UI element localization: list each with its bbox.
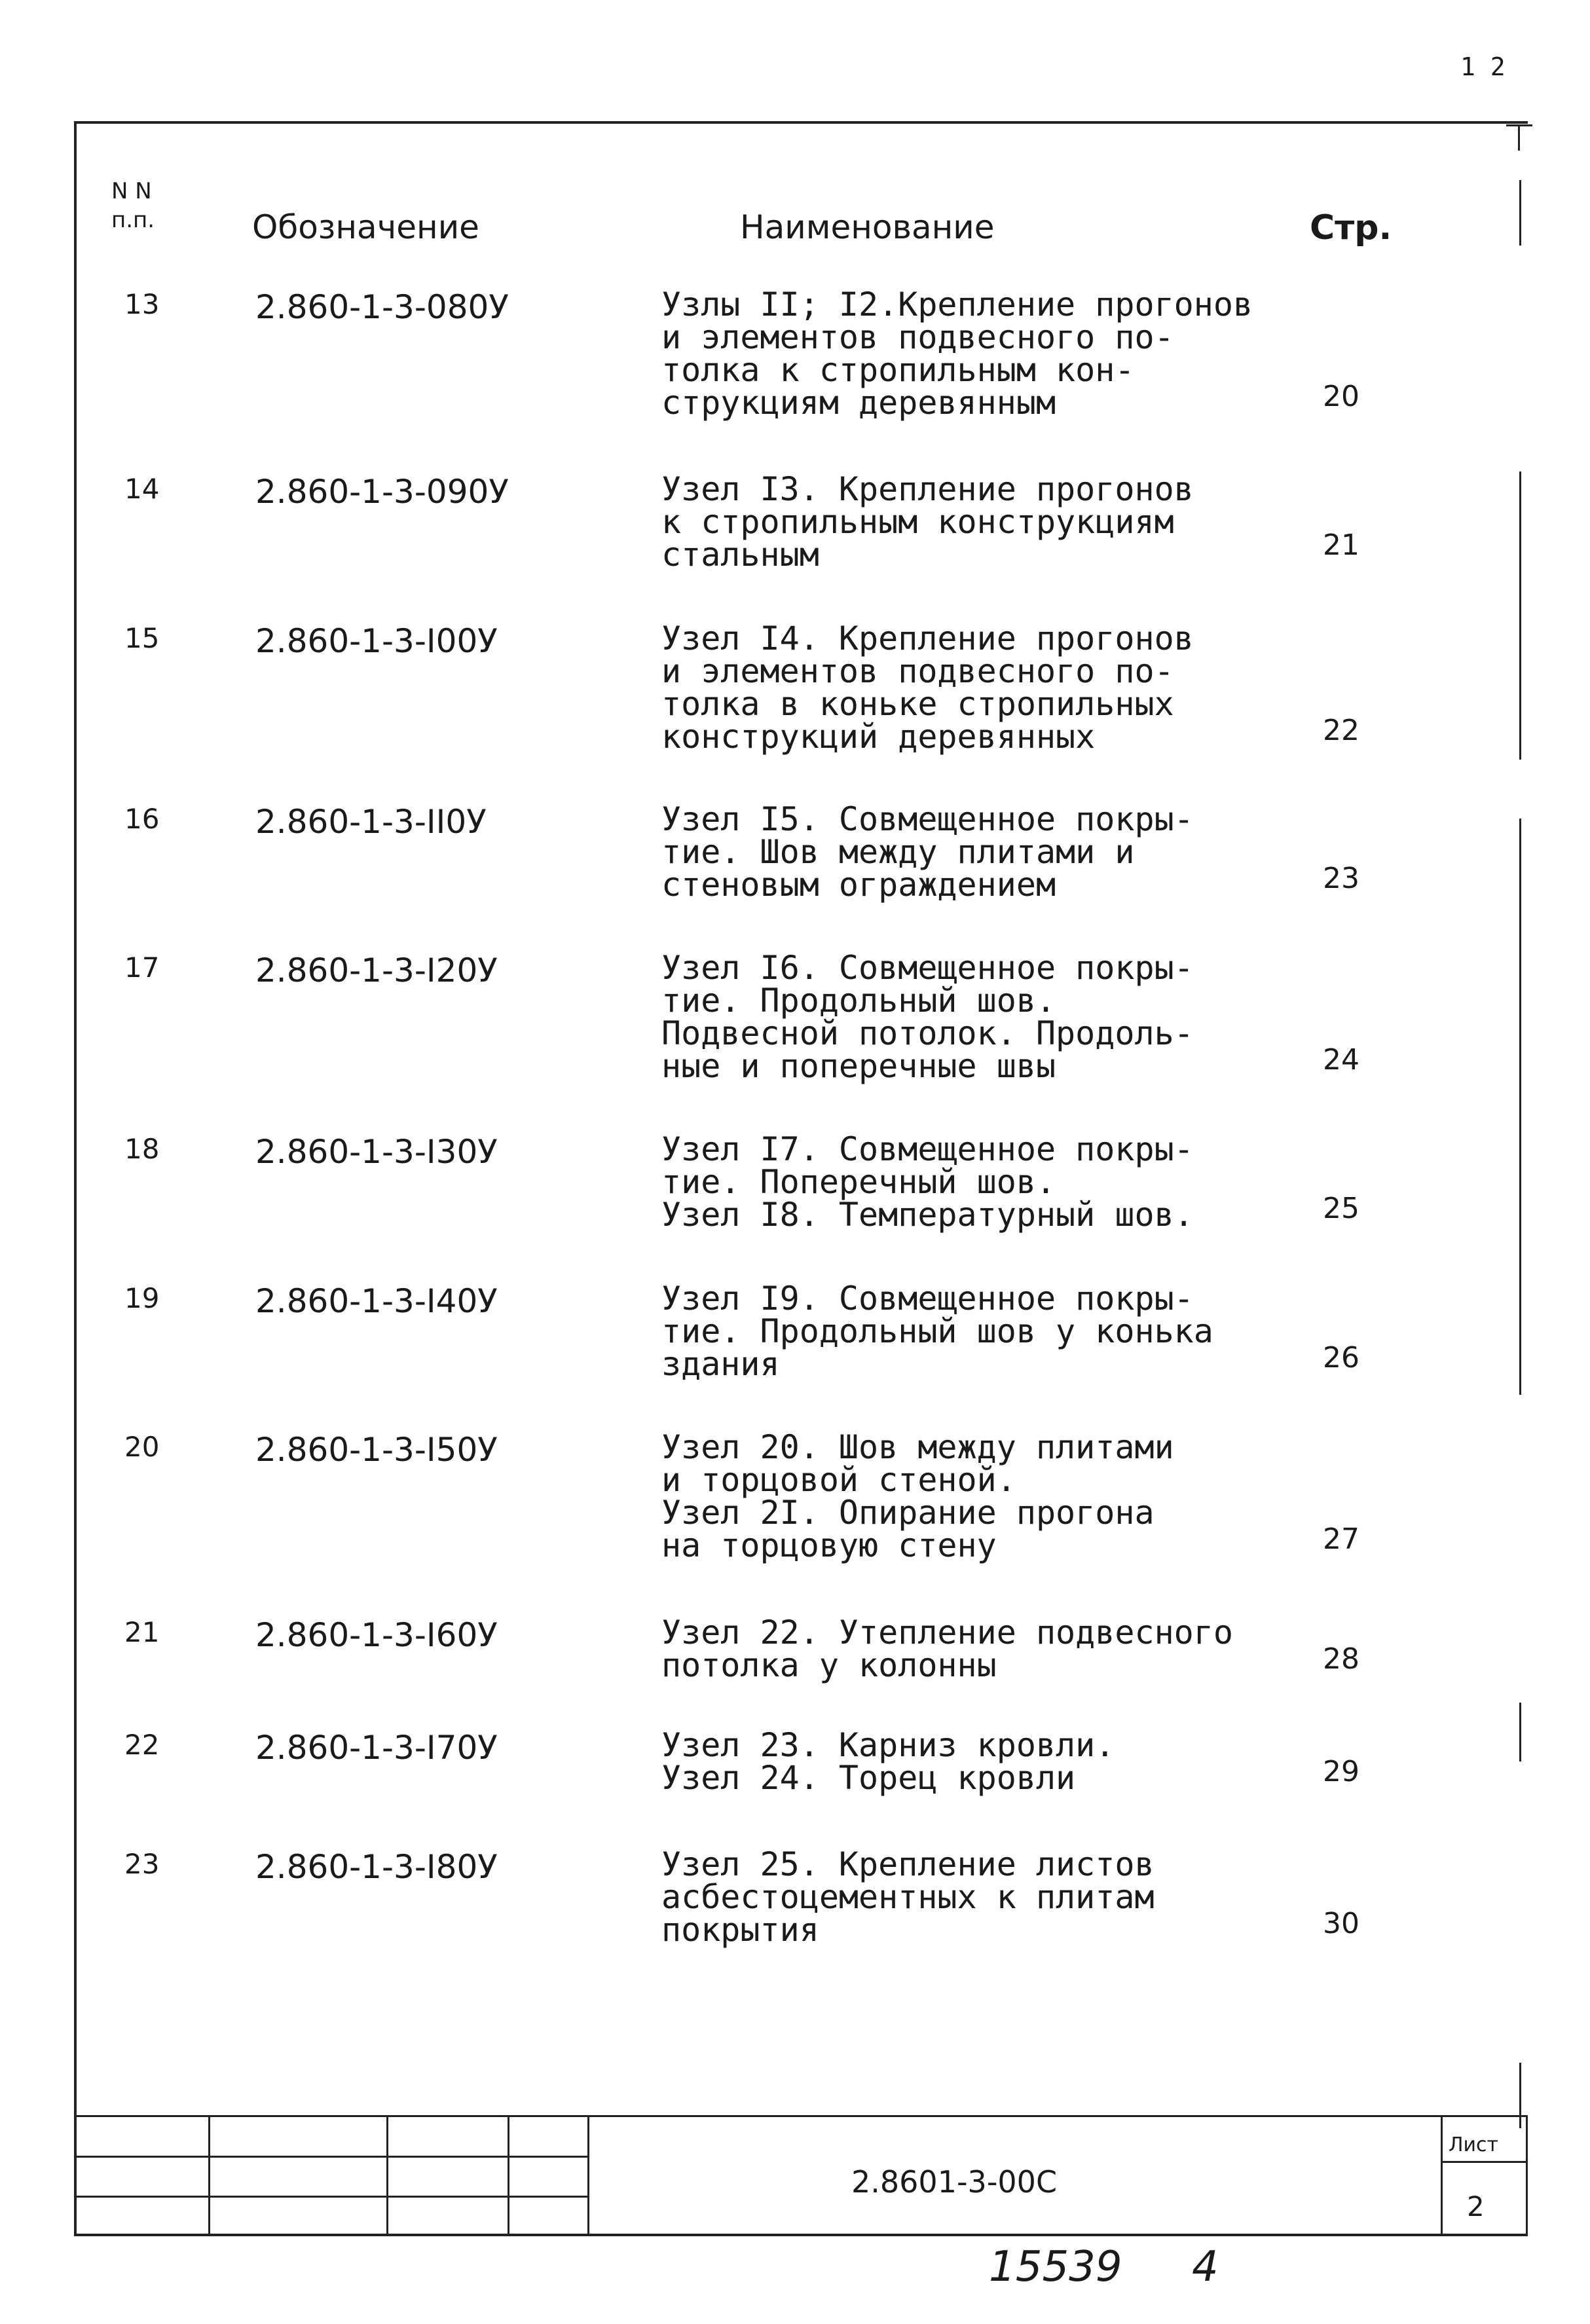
row-name: Узел 22. Утепление подвесного потолка у колонны [661,1614,1233,1684]
row-name: Узлы II; I2.Крепление прогонов и элементов подвесного по- толка к стропильным кон- струкциям деревянным [661,286,1253,422]
row-number: 23 [124,1848,160,1880]
header-name: Наименование [740,208,995,246]
row-page: 30 [1323,1907,1359,1940]
title-block-line [508,2115,509,2236]
row-name: Узел 20. Шов между плитами и торцовой стеной. Узел 2I. Опирание прогона на торцовую стену [661,1428,1174,1564]
row-page: 23 [1323,862,1359,895]
header-number-line1: N N [111,178,152,204]
row-number: 19 [124,1282,160,1314]
row-designation: 2.860-1-3-080У [255,288,509,326]
row-number: 20 [124,1431,160,1463]
row-number: 14 [124,473,160,505]
row-number: 21 [124,1616,160,1648]
row-name: Узел 25. Крепление листов асбестоцементных к плитам покрытия [661,1845,1155,1949]
footer-sheet-mark: 4 [1192,2243,1219,2291]
row-number: 13 [124,288,160,320]
corner-tick [1518,124,1520,151]
header-number [111,177,155,234]
frame-right-segment [1519,2063,1521,2128]
row-number: 17 [124,951,160,984]
frame-right-segment [1519,471,1521,760]
corner-mark: 1 2 [1460,52,1506,81]
title-block-doc-code: 2.8601-3-00С [851,2164,1058,2200]
row-name: Узел I3. Крепление прогонов к стропильным конструкциям стальным [661,470,1194,574]
title-block-line [1441,2161,1528,2163]
title-block-line [74,2156,588,2158]
header-page: Стр. [1310,208,1392,248]
row-page: 24 [1323,1043,1359,1077]
row-number: 15 [124,622,160,654]
title-block-line [74,2196,588,2198]
row-page: 22 [1323,714,1359,747]
row-designation: 2.860-1-3-II0У [255,803,487,841]
row-page: 21 [1323,528,1359,562]
header-designation: Обозначение [252,208,479,246]
row-designation: 2.860-1-3-I80У [255,1848,498,1886]
row-page: 20 [1323,380,1359,413]
row-page: 28 [1323,1642,1359,1676]
row-designation: 2.860-1-3-I50У [255,1431,498,1469]
row-designation: 2.860-1-3-I40У [255,1282,498,1320]
row-name: Узел 23. Карниз кровли. Узел 24. Торец кровли [661,1726,1115,1797]
row-designation: 2.860-1-3-I30У [255,1133,498,1171]
row-designation: 2.860-1-3-090У [255,473,509,511]
row-name: Узел I9. Совмещенное покры- тие. Продольный шов у конька здания [661,1280,1213,1383]
row-designation: 2.860-1-3-I20У [255,951,498,989]
row-page: 29 [1323,1755,1359,1788]
inventory-number: 15539 [989,2243,1122,2291]
row-page: 27 [1323,1522,1359,1556]
row-designation: 2.860-1-3-I70У [255,1729,498,1767]
row-name: Узел I5. Совмещенное покры- тие. Шов между плитами и стеновым ограждением [661,800,1194,904]
row-designation: 2.860-1-3-I00У [255,622,498,660]
header-number-line2: п.п. [111,207,155,233]
row-number: 16 [124,803,160,835]
row-page: 26 [1323,1341,1359,1374]
title-block-line [74,2115,1528,2117]
row-number: 22 [124,1729,160,1761]
frame-right-segment [1519,819,1521,1395]
title-block-line [1526,2115,1528,2236]
frame-right-segment [1519,1703,1521,1761]
row-name: Узел I6. Совмещенное покры- тие. Продольный шов. Подвесной потолок. Продоль- ные и поперечные швы [661,949,1194,1085]
row-name: Узел I4. Крепление прогонов и элементов подвесного по- толка в коньке стропильных конструкций деревянных [661,619,1194,756]
title-block-line [587,2115,589,2236]
row-number: 18 [124,1133,160,1165]
frame-right-segment [1519,180,1521,246]
title-block-line [1441,2115,1443,2236]
title-block-sheet-label: Лист [1449,2133,1499,2156]
title-block-line [386,2115,388,2236]
row-designation: 2.860-1-3-I60У [255,1616,498,1654]
title-block-sheet-number: 2 [1467,2190,1485,2223]
row-name: Узел I7. Совмещенное покры- тие. Поперечный шов. Узел I8. Температурный шов. [661,1130,1194,1234]
row-page: 25 [1323,1192,1359,1225]
title-block-line [208,2115,210,2236]
